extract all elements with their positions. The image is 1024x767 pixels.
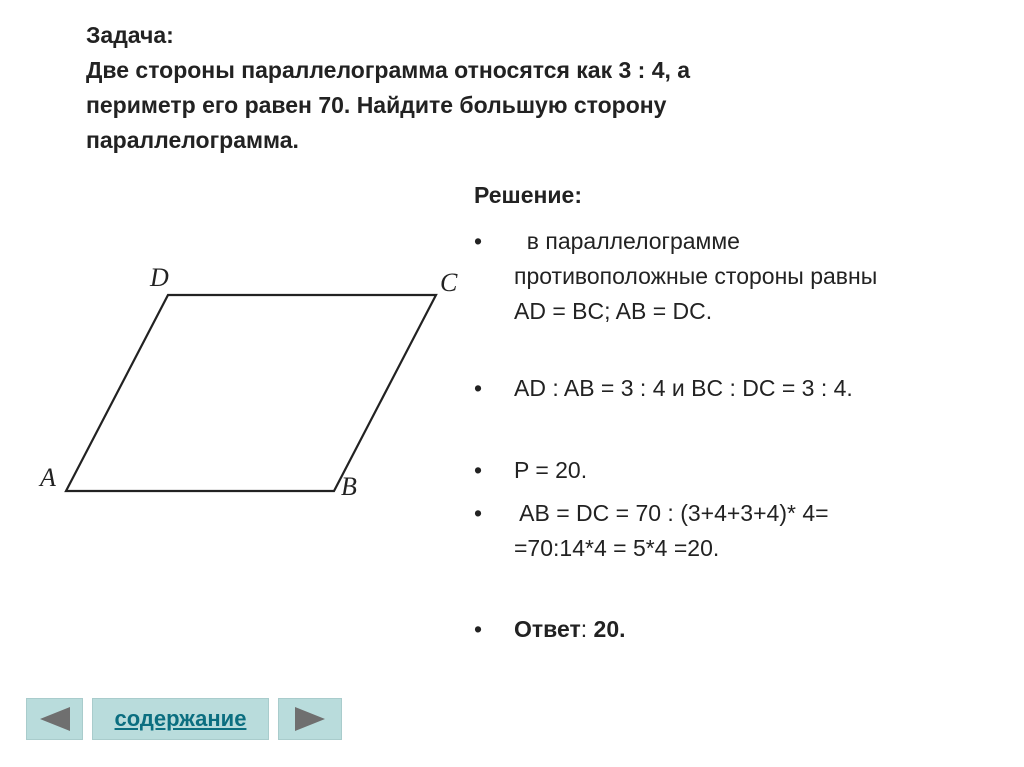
solution-item-3-line-1: P = 20. (514, 457, 588, 483)
solution-item-2-line-1: AD : AB = 3 : 4 и BC : DC = 3 : 4. (514, 375, 853, 401)
solution-heading: Решение: (474, 182, 583, 208)
arrow-right-icon (295, 707, 325, 731)
solution-item-4-line-2: =70:14*4 = 5*4 =20. (514, 535, 720, 561)
parallelogram-figure (0, 0, 500, 560)
bullet-icon: • (474, 228, 483, 254)
answer-separator: : (580, 616, 594, 642)
bullet-icon: • (474, 457, 483, 483)
bullet-icon: • (474, 375, 483, 401)
answer-value: 20. (593, 616, 626, 642)
solution-item-1-line-1: в параллелограмме (514, 228, 740, 254)
solution-section (474, 178, 1004, 642)
task-line-3: параллелограмма. (86, 127, 299, 153)
solution-item-4-line-1: AB = DC = 70 : (3+4+3+4)* 4= (514, 500, 829, 526)
parallelogram-drawing (0, 0, 500, 560)
vertex-label-c: C (440, 268, 458, 297)
vertex-label-b: B (341, 472, 357, 501)
arrow-left-icon (40, 707, 70, 731)
parallelogram-shape (66, 295, 436, 491)
prev-slide-button[interactable] (26, 698, 83, 740)
bullet-icon: • (474, 616, 483, 642)
solution-item-1-line-2: противоположные стороны равны (514, 263, 878, 289)
task-heading: Задача: (86, 22, 174, 48)
vertex-label-d: D (150, 263, 169, 292)
task-line-2: периметр его равен 70. Найдите большую сторону (86, 92, 667, 118)
contents-link[interactable]: содержание (114, 706, 247, 731)
answer-label: Ответ (514, 616, 581, 642)
task-line-1: Две стороны параллелограмма относятся как 3 : 4, а (86, 57, 691, 83)
vertex-label-a: A (40, 463, 56, 492)
bullet-icon: • (474, 500, 483, 526)
next-slide-button[interactable] (278, 698, 342, 740)
contents-button[interactable] (92, 698, 269, 740)
solution-item-1-line-3: AD = BC; AB = DC. (514, 298, 713, 324)
